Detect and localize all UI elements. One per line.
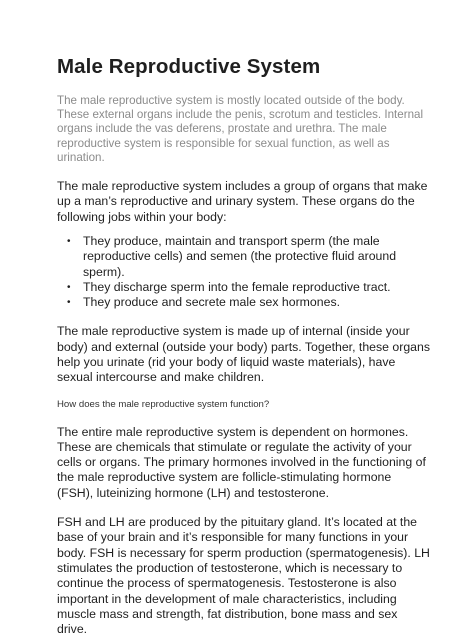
pituitary-paragraph: FSH and LH are produced by the pituitary gland. It’s located at the base of your brain and it’s responsible for many functions in your body. FSH is necessary for sperm production (spermatogenesis). LH stimulates the production of testosterone, which is necessary to continue the process of spermatogenesis. Testosterone is also important in the development of male characteristics, including muscle mass and strength, fat distribution, bone mass and sex drive. [57,515,430,637]
bullet-icon: • [67,235,71,247]
page-title: Male Reproductive System [57,55,321,78]
bullet-icon: • [67,281,71,293]
bullet-icon: • [67,297,71,309]
list-item-text: They produce and secrete male sex hormones. [83,295,341,310]
hormones-paragraph: The entire male reproductive system is dependent on hormones. These are chemicals that stimulate or regulate the activity of your cells or organs. The primary hormones involved in the functioning of the male reproductive system are follicle-stimulating hormone (FSH), luteinizing hormone (LH) and testosterone. [57,424,426,500]
list-item [67,233,430,280]
list-item-text: They produce, maintain and transport sperm (the male reproductive cells) and semen (the protective fluid around sperm). [83,233,397,279]
section-question: How does the male reproductive system function? [57,398,270,410]
list-item [67,295,430,310]
intro-paragraph: The male reproductive system is mostly located outside of the body. These external organs include the penis, scrotum and testicles. Internal organs include the vas deferens, prostate and urethra. The male reproductive system is responsible for sexual function, as well as urination. [57,94,424,164]
list-item [67,279,430,295]
overview-paragraph: The male reproductive system includes a group of organs that make up a man’s reproductive and urinary system. These organs do the following jobs within your body: [57,179,428,224]
list-item-text: They discharge sperm into the female reproductive tract. [83,279,391,294]
jobs-list [57,234,430,310]
parts-paragraph: The male reproductive system is made up of internal (inside your body) and external (outside your body) parts. Together, these organs help you urinate (rid your body of liquid waste materials), have sexual intercourse and make children. [57,324,431,385]
